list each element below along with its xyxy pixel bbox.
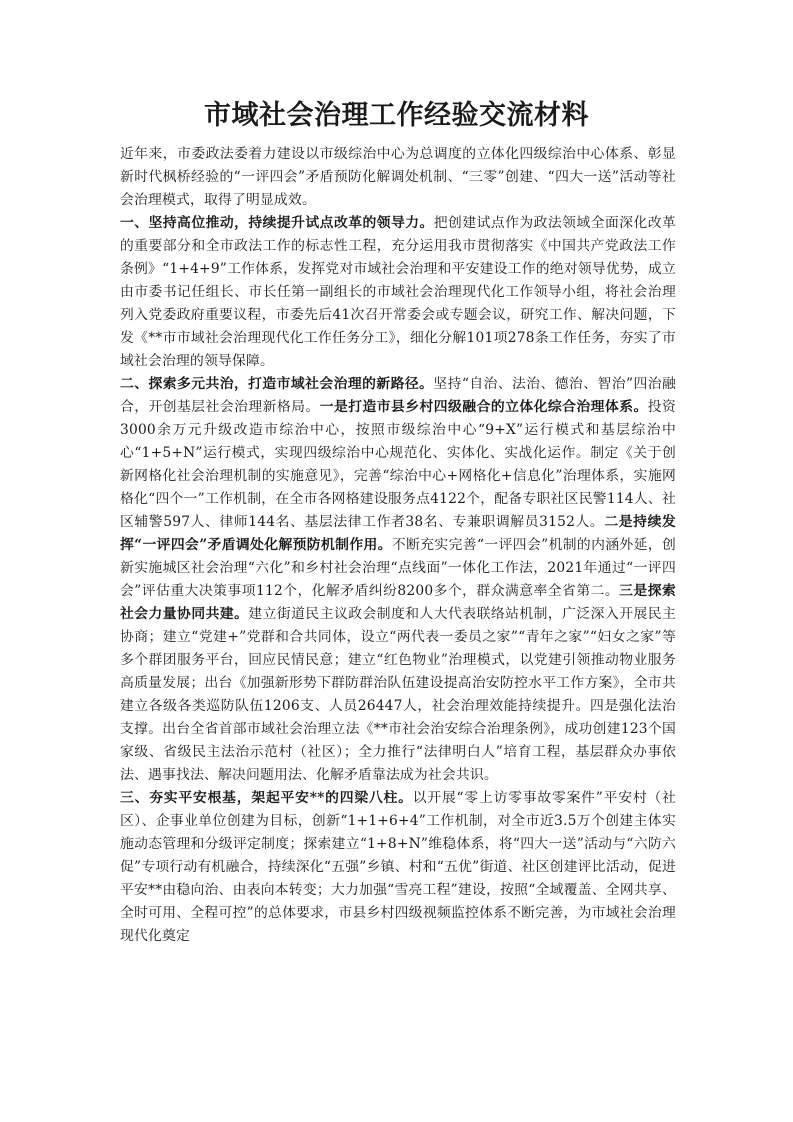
- intro-paragraph: 近年来，市委政法委着力建设以市级综治中心为总调度的立体化四级综治中心体系、彰显新时代枫桥经验的“一评四会”矛盾预防化解调处机制、“三零”创建、“四大一送”活动等社会治理模式，取得了明显成效。: [120, 146, 676, 208]
- section-1-heading: 一、坚持高位推动，持续提升试点改革的领导力。: [120, 215, 434, 231]
- section-2-heading: 二、探索多元共治，打造市域社会治理的新路径。: [120, 376, 434, 392]
- section-2-sub3-text: 建立街道民主议政会制度和人大代表联络站机制，广泛深入开展民主协商；建立“党建+”党群和合共同体，设立“两代表一委员之家”“青年之家”“妇女之家”等多个群团服务平台，回应民情民意；建立“红色物业”治理模式，以党建引领推动物业服务高质量发展；出台《加强新形势下群防群治队伍建设提高治安防控水平工作方案》，全市共建立各级各类巡防队伍1206支、人员26447人，社会治理效能持续提升。四是强化法治支撑。出台全省首部市域社会治理立法《**市社会治安综合治理条例》，成功创建123个国家级、省级民主法治示范村（社区）；全力推行“法律明白人”培育工程，基层群众办事依法、遇事找法、解决问题用法、化解矛盾靠法成为社会共识。: [120, 606, 676, 783]
- section-1: [120, 212, 676, 373]
- section-3-text: 以开展“零上访零事故零案件”平安村（社区）、企事业单位创建为目标，创新“1+1+6+4”工作机制，对全市近3.5万个创建主体实施动态管理和分级评定制度；探索建立“1+8+N”维稳体系，将“四大一送”活动与“六防六促”专项行动有机融合，持续深化“五强”乡镇、村和“五优”街道、社区创建评比活动，促进平安**由稳向治、由表向本转变；大力加强“雪亮工程”建设，按照“全域覆盖、全网共享、全时可用、全程可控”的总体要求，市县乡村四级视频监控体系不断完善，为市域社会治理现代化奠定: [120, 790, 677, 944]
- section-2-sub1-heading: 一是打造市县乡村四级融合的立体化综合治理体系。: [319, 399, 648, 415]
- document-title: 市域社会治理工作经验交流材料: [204, 100, 589, 131]
- section-1-text: 把创建试点作为政法领域全面深化改革的重要部分和全市政法工作的标志性工程，充分运用我市贯彻落实《中国共产党政法工作条例》“1+4+9”工作体系，发挥党对市域社会治理和平安建设工作的绝对领导优势，成立由市委书记任组长、市长任第一副组长的市域社会治理现代化工作领导小组，将社会治理列入党委政府重要议程，市委先后41次召开常委会或专题会议，研究工作、解决问题，下发《**市市域社会治理现代化工作任务分工》，细化分解101项278条工作任务，夯实了市域社会治理的领导保障。: [120, 215, 676, 369]
- section-3: [120, 787, 676, 948]
- section-2-text: 坚持“自治、法治、德治、智治”四治融合，开创基层社会治理新格局。: [120, 376, 676, 415]
- section-2-sub3-heading: 三是探索社会力量协同共建。: [120, 583, 676, 622]
- section-2: [120, 373, 676, 787]
- section-2-sub2-heading: 二是持续发挥“一评四会”矛盾调处化解预防机制作用。: [120, 514, 677, 553]
- document-body: [120, 143, 676, 948]
- section-2-sub2-text: 不断充实完善“一评四会”机制的内涵外延，创新实施城区社会治理“六化”和乡村社会治理“点线面”一体化工作法，2021年通过“一评四会”评估重大决策事项112个，化解矛盾纠纷8200多个，群众满意率全省第二。: [120, 537, 677, 599]
- section-3-heading: 三、夯实平安根基，架起平安**的四梁八柱。: [120, 790, 413, 806]
- section-2-sub1-text: 投资3000余万元升级改造市综治中心，按照市级综治中心“9+X”运行模式和基层综治中心“1+5+N”运行模式，实现四级综治中心规范化、实体化、实战化运作。制定《关于创新网格化社会治理机制的实施意见》，完善“综治中心+网格化+信息化”治理体系，实施网格化“四个一”工作机制，在全市各网格建设服务点4122个，配备专职社区民警114人、社区辅警597人、律师144名、基层法律工作者38名、专兼职调解员3152人。: [120, 399, 676, 530]
